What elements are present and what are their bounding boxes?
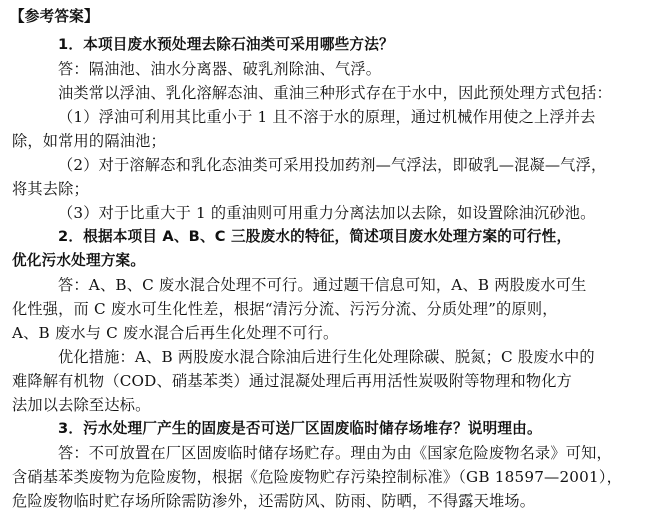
answer-3-line: 答：不可放置在厂区固废临时储存场贮存。理由为由《国家危险废物名录》可知， xyxy=(58,444,612,462)
question-2: 2．根据本项目 A、B、C 三股废水的特征，简述项目废水处理方案的可行性， xyxy=(58,228,572,245)
answer-2-line: 难降解有机物（COD、硝基苯类）通过混凝处理后再用活性炭吸附等物理和物化方 xyxy=(12,372,573,390)
answer-2-line: 答：A、B、C 废水混合处理不可行。通过题干信息可知，A、B 两股废水可生 xyxy=(58,276,587,294)
answer-1-line: 除，如常用的隔油池； xyxy=(12,132,166,150)
answer-1-line: 将其去除； xyxy=(12,180,89,198)
section-heading: 【参考答案】 xyxy=(10,8,99,25)
question-3: 3．污水处理厂产生的固废是否可送厂区固废临时储存场堆存？说明理由。 xyxy=(58,420,542,437)
answer-3-line: 含硝基苯类废物为危险废物，根据《危险废物贮存污染控制标准》（GB 18597—2001）， xyxy=(12,468,623,486)
answer-1-line: 油类常以浮油、乳化溶解态油、重油三种形式存在于水中，因此预处理方式包括： xyxy=(58,84,612,102)
answer-2-line: 法加以去除至达标。 xyxy=(12,396,151,414)
question-1: 1．本项目废水预处理去除石油类可采用哪些方法？ xyxy=(58,36,394,53)
answer-2-line: 化性强，而 C 废水可生化性差，根据“清污分流、污污分流、分质处理”的原则， xyxy=(12,300,558,318)
answer-3-line: 危险废物临时贮存场所除需防渗外，还需防风、防雨、防晒，不得露天堆场。 xyxy=(12,492,536,510)
question-2-cont: 优化污水处理方案。 xyxy=(12,252,146,269)
answer-1-line: （1）浮油可利用其比重小于 1 且不溶于水的原理，通过机械作用使之上浮并去 xyxy=(58,108,596,126)
answer-1-line: （2）对于溶解态和乳化态油类可采用投加药剂—气浮法，即破乳—混凝—气浮， xyxy=(58,156,607,174)
answer-1: 答：隔油池、油水分离器、破乳剂除油、气浮。 xyxy=(58,60,382,78)
answer-1-line: （3）对于比重大于 1 的重油则可用重力分离法加以去除，如设置除油沉砂池。 xyxy=(58,204,596,222)
answer-2-line: 优化措施：A、B 两股废水混合除油后进行生化处理除碳、脱氮；C 股废水中的 xyxy=(58,348,595,366)
answer-2-line: A、B 废水与 C 废水混合后再生化处理不可行。 xyxy=(12,324,339,342)
